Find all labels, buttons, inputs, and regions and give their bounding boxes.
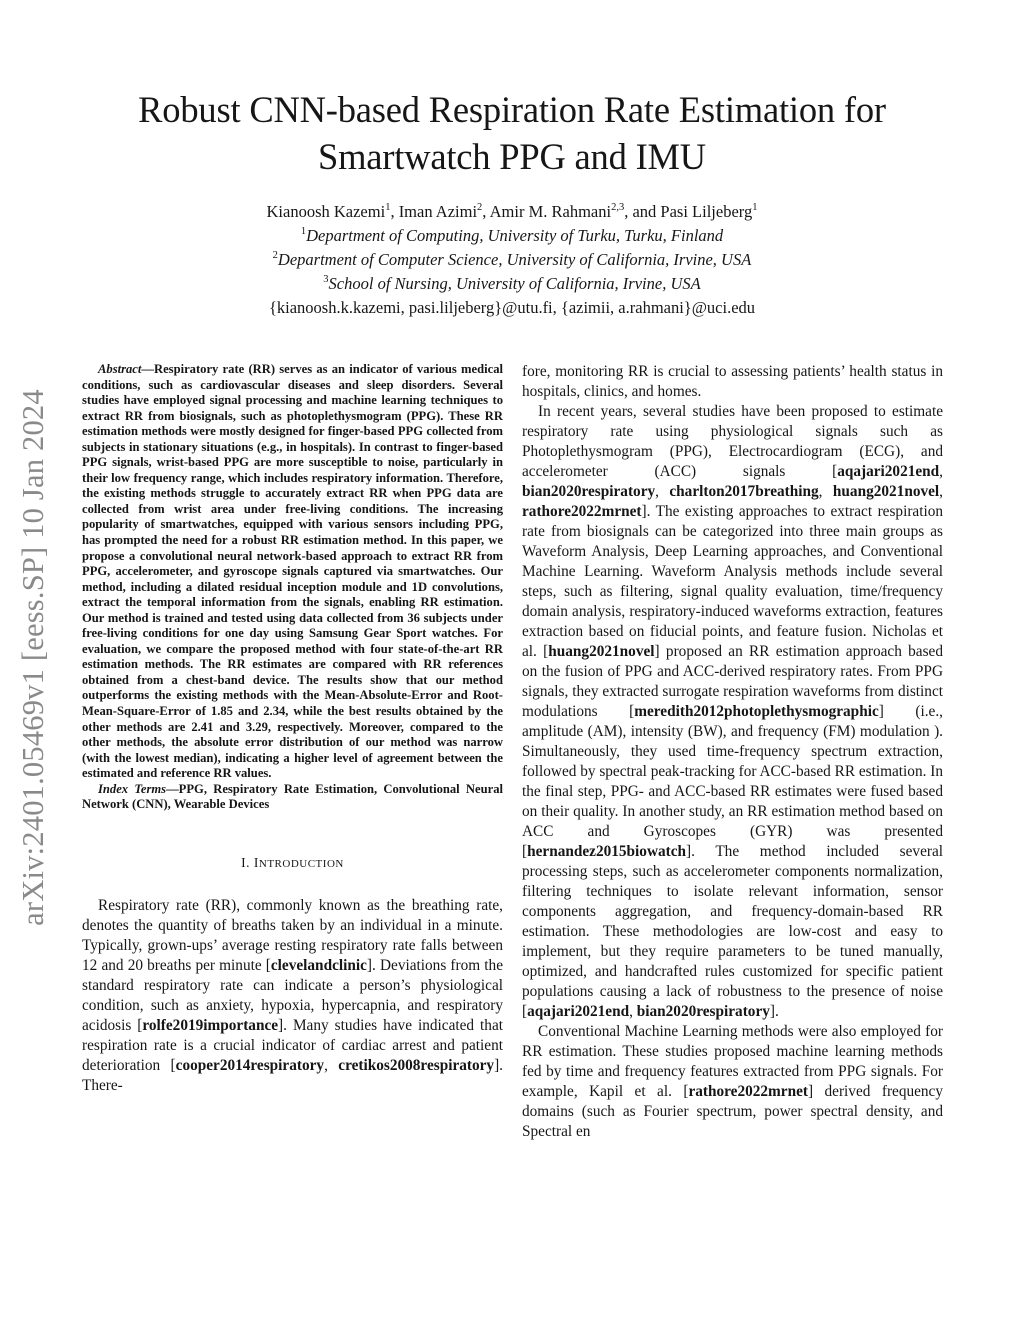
arxiv-id: arXiv:2401.05469v1 [eess.SP] 10 Jan 2024 xyxy=(15,388,50,926)
citation: bian2020respiratory xyxy=(522,483,656,500)
author-affiliation-mark: 1 xyxy=(385,202,391,213)
author-name: Kianoosh Kazemi xyxy=(266,202,386,221)
abstract-label: Abstract xyxy=(98,362,142,376)
section-heading-introduction xyxy=(82,853,503,874)
citation: rathore2022mrnet xyxy=(522,503,642,520)
index-terms-label: Index Terms xyxy=(98,781,167,796)
affiliation-text: Department of Computing, University of Turku, Turku, Finland xyxy=(306,226,724,245)
citation: charlton2017breathing xyxy=(669,483,819,500)
citation: aqajari2021end xyxy=(527,1003,630,1020)
author-affiliation-mark: 2 xyxy=(477,202,483,213)
affiliation xyxy=(60,272,964,296)
citation: meredith2012photoplethysmographic xyxy=(634,703,879,720)
abstract-text: —Respiratory rate (RR) serves as an indicator of various medical conditions, such as cardiovascular diseases and sleep disorders. Several studies have employed signal processing and machine learning techniques to extract RR from biosignals, such as photoplethysmogram (PPG). These RR estimation methods were mostly designed for finger-based PPG collected from subjects in stationary situations (e.g., in hospitals). In contrast to finger-based PPG signals, wrist-based PPG are more susceptible to noise, particularly in their low frequency range, which includes respiratory information. Therefore, the existing methods struggle to accurately extract RR when PPG data are collected from wrist area under free-living conditions. The increasing popularity of smartwatches, equipped with various sensors including PPG, has prompted the need for a robust RR estimation method. In this paper, we propose a convolutional neural network-based approach to extract RR from PPG, accelerometer, and gyroscope signals captured via smartwatches. Our method, including a dilated residual inception module and 1D convolutions, extract the temporal information from the signals, enabling RR estimation. Our method is trained and tested using data collected from 36 subjects under free-living conditions for one day using Samsung Gear Sport watches. For evaluation, we compare the proposed method with four state-of-the-art RR estimation methods. The RR estimates are compared with RR references obtained from a chest-band device. The results show that our method outperforms the existing methods with the Mean-Absolute-Error and Root-Mean-Square-Error of 1.85 and 2.34, while the best results obtained by the other methods are 2.41 and 3.29, respectively. Moreover, compared to the other methods, the absolute error distribution of our method was narrow (with the lowest median), indicating a higher level of agreement between the estimated and reference RR values. xyxy=(82,362,503,781)
affiliation-number: 2 xyxy=(272,250,278,261)
author-name: Iman Azimi xyxy=(398,202,478,221)
right-column xyxy=(522,362,943,1142)
section-number: I. xyxy=(241,854,254,870)
title-line-2: Smartwatch PPG and IMU xyxy=(318,136,706,177)
citation: rathore2022mrnet xyxy=(688,1083,808,1100)
citation: hernandez2015biowatch xyxy=(527,843,687,860)
affiliation-text: School of Nursing, University of California, Irvine, USA xyxy=(328,274,701,293)
intro-paragraph-2: In recent years, several studies have been proposed to estimate respiratory rate using physiological signals such as Photoplethysmogram (PPG), Electrocardiogram (ECG), and accelerometer (ACC) signals [aqajari2021end, bian2020respiratory, charlton2017breathing, huang2021novel, rathore2022mrnet]. The existing approaches to extract respiration rate from biosignals can be categorized into three main groups as Waveform Analysis, Deep Learning approaches, and Conventional Machine Learning. Waveform Analysis methods include several steps, such as filtering, signal quality evaluation, time/frequency domain analysis, respiratory-induced waveforms extraction, features extraction based on fiducial points, and feature fusion. Nicholas et al. [huang2021novel] proposed an RR estimation approach based on the fusion of PPG and ACC-derived respiratory rates. From PPG signals, they extracted surrogate respiration waveforms from distinct modulations [meredith2012photoplethysmographic] (i.e., amplitude (AM), intensity (BW), and frequency (FM) modulation ). Simultaneously, they used time-frequency spectrum extraction, followed by spectral peak-tracking for ACC-based RR estimation. In the final step, PPG- and ACC-based RR estimates were fused based on their quality. In another study, an RR estimation method based on ACC and Gyroscopes (GYR) was presented [hernandez2015biowatch]. The method included several processing steps, such as accelerometer components normalization, filtering techniques to isolate relevant information, sensor components aggregation, and frequency-domain-based RR estimation. These methodologies are low-cost and easy to implement, but they require parameters to be tuned manually, optimized, and handcrafted rules customized for specific patient populations causing a lack of robustness to the presence of noise [aqajari2021end, bian2020respiratory]. xyxy=(522,403,943,1020)
citation: cooper2014respiratory xyxy=(175,1056,325,1074)
intro-paragraph-1: Respiratory rate (RR), commonly known as the breathing rate, denotes the quantity of breaths taken by an individual in a minute. Typically, grown-ups’ average resting respiratory rate falls between 12 and 20 breaths per minute [clevelandclinic]. Deviations from the standard respiratory rate can indicate a person’s physiological condition, such as anxiety, hypoxia, hypercapnia, and respiratory acidosis [rolfe2019importance]. Many studies have indicated that respiration rate is a crucial indicator of cardiac arrest and patient deterioration [cooper2014respiratory, cretikos2008respiratory]. There- xyxy=(82,896,503,1094)
index-terms xyxy=(82,782,503,813)
left-column xyxy=(82,362,503,1096)
citation: clevelandclinic xyxy=(270,956,367,974)
citation: bian2020respiratory xyxy=(636,1003,770,1020)
citation: huang2021novel xyxy=(832,483,940,500)
author-name: Pasi Liljeberg xyxy=(660,202,753,221)
intro-paragraph-3: Conventional Machine Learning methods were also employed for RR estimation. These studies proposed machine learning methods fed by time and frequency features extracted from PPG signals. For example, Kapil et al. [rathore2022mrnet] derived frequency domains (such as Fourier spectrum, power spectral density, and Spectral en xyxy=(522,1023,943,1140)
intro-paragraph-1-continued: fore, monitoring RR is crucial to assessing patients’ health status in hospitals, clinics, and homes. xyxy=(522,363,943,400)
citation: huang2021novel xyxy=(548,643,655,660)
index-terms-text: —PPG, Respiratory Rate Estimation, Convolutional Neural Network (CNN), Wearable Devices xyxy=(82,781,503,812)
affiliation-number: 1 xyxy=(300,226,307,237)
author-name: Amir M. Rahmani xyxy=(489,202,612,221)
section-title-rest: NTRODUCTION xyxy=(258,857,344,870)
email-line: {kianoosh.k.kazemi, pasi.liljeberg}@utu.fi, {azimii, a.rahmani}@uci.edu xyxy=(268,298,756,317)
author-block xyxy=(60,200,964,320)
affiliation xyxy=(60,248,964,272)
paper-title xyxy=(60,86,964,180)
affiliation xyxy=(60,224,964,248)
author-list: Kianoosh Kazemi$^1$, Iman Azimi$^2$, Amir M. Rahmani$^{2,3}$, and Pasi Liljeberg$^1$ xyxy=(266,202,758,221)
citation: aqajari2021end xyxy=(837,463,940,480)
affiliation-number: 3 xyxy=(323,274,329,285)
affiliation-text: Department of Computer Science, University of California, Irvine, USA xyxy=(277,250,752,269)
section-title-initial: I xyxy=(253,854,259,870)
author-affiliation-mark: 2,3 xyxy=(611,202,625,213)
abstract xyxy=(82,362,503,782)
citation: cretikos2008respiratory xyxy=(338,1056,495,1074)
arxiv-stamp xyxy=(12,355,54,959)
author-affiliation-mark: 1 xyxy=(752,202,758,213)
affiliation-list xyxy=(60,224,964,296)
citation: rolfe2019importance xyxy=(142,1016,279,1034)
title-line-1: Robust CNN-based Respiration Rate Estimation for xyxy=(138,89,886,130)
